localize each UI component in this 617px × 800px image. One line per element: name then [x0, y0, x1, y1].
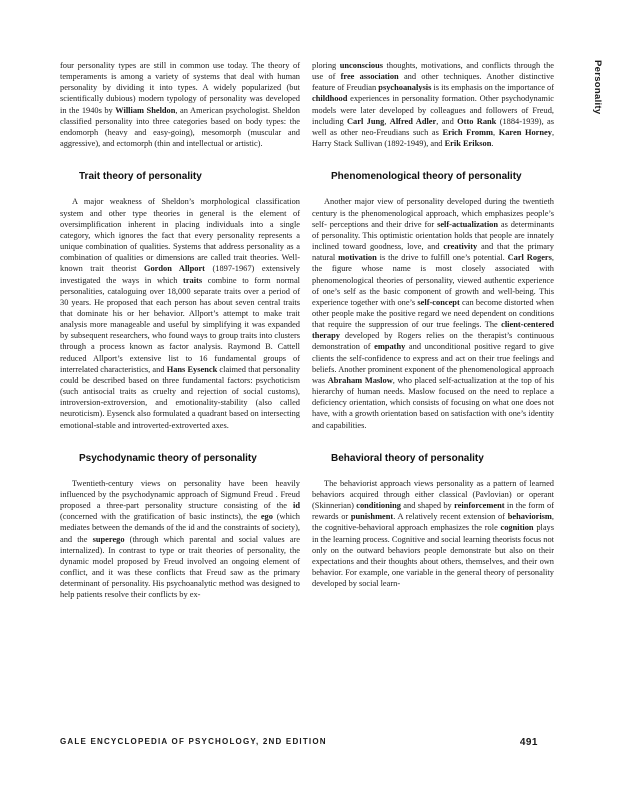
bold-term: superego: [92, 534, 125, 544]
bold-term: creativity: [443, 242, 478, 252]
text-run: in the form of rewards or: [312, 501, 554, 522]
text-run: experiences in personality formation. Other psychodynamic models were later developed by colleagues and followers of Freud, including: [312, 94, 554, 126]
text-run: Another major view of personality developed during the twentieth century is the phenomenological approach, which emphasizes people’s self- perceptions and their drive for: [312, 197, 554, 229]
bold-term: traits: [183, 275, 203, 285]
intro-paragraph: [60, 60, 300, 149]
text-run: combine to form normal personalities, cataloguing over 18,000 separate traits over a period of 30 years. He proposed that each person has about seven central traits that dominate his or her behavior. Allport’s attempt to make trait analysis more manageable and useful by simplifying it was expanded by subsequent researchers, who found ways to group traits into clusters through a process known as factor analysis. Raymond B. Cattell reduced Allport’s extensive list to 16 fundamental groups of interrelated characteristics, and: [60, 275, 300, 374]
bold-term: Carl Rogers: [507, 253, 552, 263]
text-run: (1884-1939), as well as other neo-Freudians such as: [312, 116, 554, 137]
text-run: A major weakness of Sheldon’s morphological classification system and other type theories in general is the element of oversimplification inherent in placing individuals into a single category, which ignores the fact that every personality represents a unique combination of qualities. Systems that address personality as a combination of qualities or dimensions are called trait theories. Well-known trait theorist: [60, 197, 300, 274]
text-run: , and: [436, 116, 458, 126]
text-run: , an American psychologist. Sheldon classified personality into three categories based on body types: the endomorph (heavy and easy-going), mesomorph (muscular and aggressive), and ectomorph (thin and intellectual or artistic).: [60, 105, 300, 149]
text-run: .: [491, 139, 494, 149]
text-run: can become distorted when other people make the positive regard we need dependent on conditions that require the suppression of our true feelings. The: [312, 297, 554, 330]
bold-term: Hans Eysenck: [166, 364, 218, 374]
section-heading-phenomenological: Phenomenological theory of personality: [331, 171, 522, 183]
bold-term: cognition: [500, 523, 534, 533]
text-run: Twentieth-century views on personality have been heavily influenced by the psychodynamic approach of Sigmund Freud . Freud proposed a three-part personality structure consisting of the: [60, 478, 300, 511]
bold-term: Alfred Adler: [389, 116, 437, 126]
bold-term: Abraham Maslow: [327, 375, 393, 385]
page-number: 491: [519, 737, 538, 748]
page-footer: [60, 737, 538, 748]
text-run: and that the primary natural: [312, 242, 554, 263]
text-run: claimed that personality could be described based on three fundamental factors: psychoticism (such antisocial traits as cruelty and rejection of social customs), introversion-extroversion, and emotionality-stability (also called neuroticism). Eysenck also formulated a quadrant based on intersecting emotional-stable and introverted-extroverted axes.: [60, 364, 300, 430]
bold-term: empathy: [374, 342, 406, 352]
phenomenological-paragraph: [312, 196, 554, 430]
bold-term: reinforcement: [454, 501, 505, 511]
text-run: , the figure whose name is most closely associated with phenomenological theories of personality, viewed authentic experience of one’s self as the basic component of growth and well-being. This experience together with one’s: [312, 253, 554, 307]
bold-term: Carl Jung: [347, 116, 385, 126]
section-heading-behavioral: Behavioral theory of personality: [331, 452, 484, 464]
psychodynamic-paragraph: [60, 478, 300, 601]
text-run: and unconditional positive regard to give clients the self-confidence to express and act on their true feelings and beliefs. Another prominent exponent of the phenomenological approach was: [312, 342, 554, 385]
text-run: . A relatively recent extension of: [393, 512, 508, 522]
text-run: thoughts, motivations, and conflicts through the use of: [312, 61, 554, 82]
bold-term: Gordon Allport: [143, 264, 205, 274]
text-run: is the drive to fulfill one’s potential.: [376, 253, 508, 263]
text-run: , who placed self-actualization at the top of his hierarchy of human needs. Maslow focused on the need to replace a deficiency orientation, which consists of focusing on what one does not have, with a growth orientation based on satisfaction with one’s identity and capabilities.: [312, 375, 554, 430]
running-header: Personality: [592, 60, 603, 115]
footer-title: GALE ENCYCLOPEDIA OF PSYCHOLOGY, 2ND EDITION: [60, 737, 327, 746]
text-run: (which mediates between the demands of the id and the constraints of society), and the: [60, 512, 300, 544]
text-run: as determinants of personality. This optimistic orientation holds that people are innately inclined toward goodness, love, and: [312, 219, 554, 252]
bold-term: id: [293, 501, 300, 511]
bold-term: William Sheldon: [115, 105, 176, 115]
text-run: four personality types are still in common use today. The theory of temperaments is among a variety of systems that deal with human personality by dividing it into types. A widely popularized (but scientifically dubious) modern typology of personality was developed in the 1940s by: [60, 61, 300, 115]
section-heading-psychodynamic: Psychodynamic theory of personality: [79, 452, 257, 464]
text-run: ,: [384, 116, 390, 126]
left-column: [60, 60, 300, 601]
text-run: and other techniques. Another distinctive feature of Freudian: [312, 72, 554, 93]
bold-term: Erich Fromm: [442, 127, 493, 137]
text-run: (1897-1967) extensively investigated the ways in which: [60, 264, 300, 285]
continued-paragraph: [312, 60, 554, 149]
text-run: ploring: [312, 61, 340, 70]
text-run: , Harry Stack Sullivan (1892-1949), and: [312, 127, 555, 149]
bold-term: ego: [260, 512, 273, 522]
trait-paragraph: [60, 196, 300, 430]
bold-term: conditioning: [356, 501, 401, 511]
bold-term: Otto Rank: [457, 116, 497, 126]
text-run: The behaviorist approach views personality as a pattern of learned behaviors acquired through either classical (Pavlovian) or operant (Skinnerian): [312, 478, 554, 511]
bold-term: client-centered therapy: [312, 320, 554, 341]
behavioral-paragraph: [312, 478, 554, 590]
bold-term: free association: [340, 72, 399, 82]
bold-term: psychoanalysis: [378, 83, 432, 93]
text-run: (concerned with the gratification of basic instincts), the: [60, 512, 261, 522]
text-run: developed by Rogers relies on the therapist’s continuous demonstration of: [312, 331, 554, 352]
bold-term: Erik Erikson: [444, 139, 492, 149]
bold-term: childhood: [312, 94, 348, 104]
text-run: plays in the learning process. Cognitive and social learning theorists focus not only on the outward behaviors people demonstrate but also on their expectations and their thoughts about others, themselves, and their own behavior. For example, one variable in the general theory of personality developed by social learn-: [312, 523, 554, 589]
bold-term: behaviorism: [507, 512, 552, 522]
text-run: is its emphasis on the importance of: [431, 83, 554, 93]
bold-term: unconscious: [339, 61, 384, 70]
bold-term: self-actualization: [437, 219, 499, 229]
text-run: (through which parental and social values are internalized). In contrast to type or trait theories of personality, the dynamic model proposed by Freud involved an ongoing element of conflict, and it was these conflicts that Freud saw as the primary determinant of personality. His psychoanalytic method was designed to help patients resolve their conflicts by ex-: [60, 534, 300, 600]
text-run: ,: [492, 127, 499, 137]
bold-term: motivation: [338, 253, 377, 263]
text-run: , the cognitive-behavioral approach emphasizes the role: [312, 512, 554, 533]
bold-term: self-concept: [417, 297, 460, 307]
bold-term: punishment: [350, 512, 394, 522]
text-run: and shaped by: [400, 501, 455, 511]
bold-term: Karen Horney: [498, 127, 552, 137]
section-heading-trait: Trait theory of personality: [79, 171, 202, 183]
right-column: [312, 60, 554, 589]
